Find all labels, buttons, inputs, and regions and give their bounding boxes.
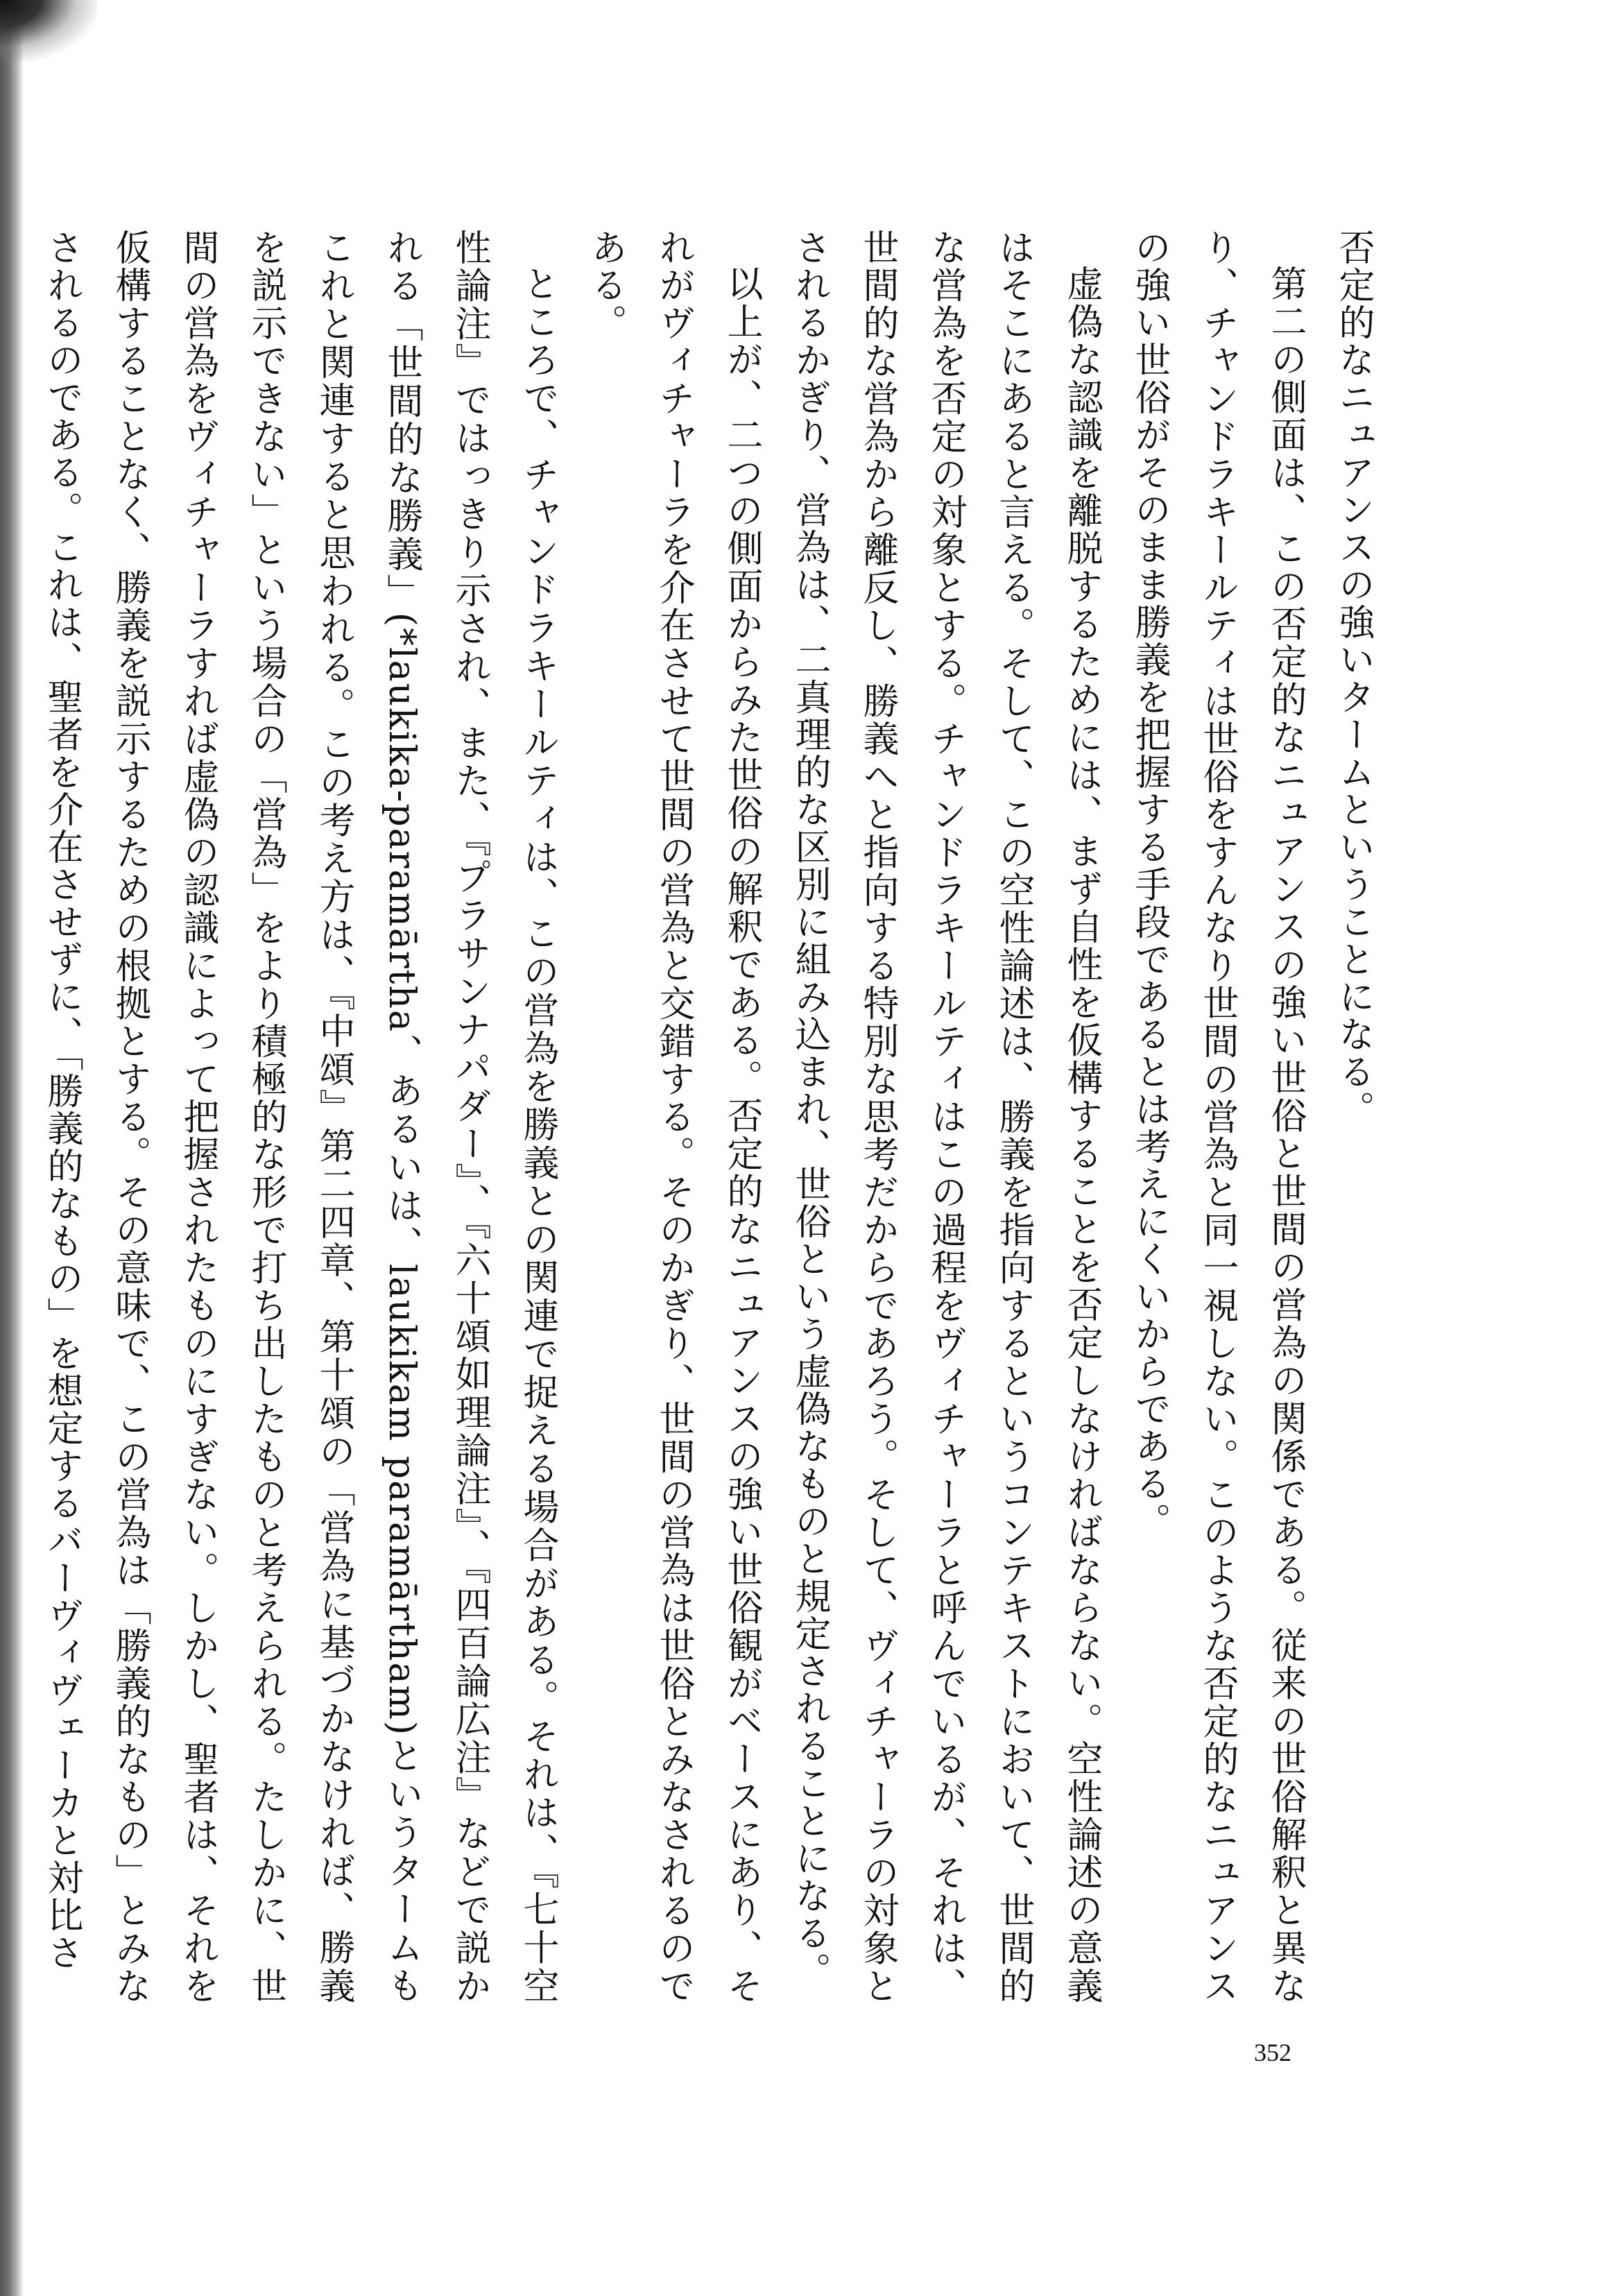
paragraph-4: 以上が、二つの側面からみた世俗の解釈である。否定的なニュアンスの強い世俗観がベースにあり、それがヴィチャーラを介在させて世間の営為と交錯する。そのかぎり、世間の営為は世俗とみなされるのである。 — [585, 229, 762, 2005]
paragraph-3: 虚偽な認識を離脱するためには、まず自性を仮構することを否定しなければならない。空性論述の意義はそこにあると言える。そして、この空性論述は、勝義を指向するというコンテキストにおいて、世間的な営為を否定の対象とする。チャンドラキールティはこの過程をヴィチャーラと呼んでいるが、それは、世間的な営為から離反し、勝義へと指向する特別な思考だからであろう。そして、ヴィチャーラの対象とされるかぎり、営為は、二真理的な区別に組み込まれ、世俗という虚偽なものと規定されることになる。 — [789, 229, 1102, 2005]
paragraph-2: 第二の側面は、この否定的なニュアンスの強い世俗と世間の営為の関係である。従来の世俗解釈と異なり、チャンドラキールティは世俗をすんなり世間の営為と同一視しない。このような否定的なニュアンスの強い世俗がそのまま勝義を把握する手段であるとは考えにくいからである。 — [1128, 229, 1306, 2005]
binding-shadow — [0, 0, 24, 2296]
page-number: 352 — [1254, 2039, 1291, 2066]
paragraph-5: ところで、チャンドラキールティは、この営為を勝義との関連で捉える場合がある。それは、『七十空性論注』ではっきり示され、また、『プラサンナパダー』、『六十頌如理論注』、『四百論広注』などで説かれる「世間的な勝義」(*laukika-paramārtha、あるいは、laukikam paramārtham)というタームもこれと関連すると思われる。この考え方は、『中頌』第二四章、第十頌の「営為に基づかなければ、勝義を説示できない」という場合の「営為」をより積極的な形で打ち出したものと考えられる。たしかに、世間の営為をヴィチャーラすれば虚偽の認識によって把握されたものにすぎない。しかし、聖者は、それを仮構することなく、勝義を説示するための根拠とする。その意味で、この営為は「勝義的なもの」とみなされるのである。これは、聖者を介在させずに、「勝義的なもの」を想定するバーヴィヴェーカと対比さ — [41, 229, 558, 2005]
scan-corner-smudge — [0, 0, 97, 62]
paragraph-1: 否定的なニュアンスの強いタームということになる。 — [1332, 229, 1374, 1128]
body-text — [41, 229, 1387, 2005]
